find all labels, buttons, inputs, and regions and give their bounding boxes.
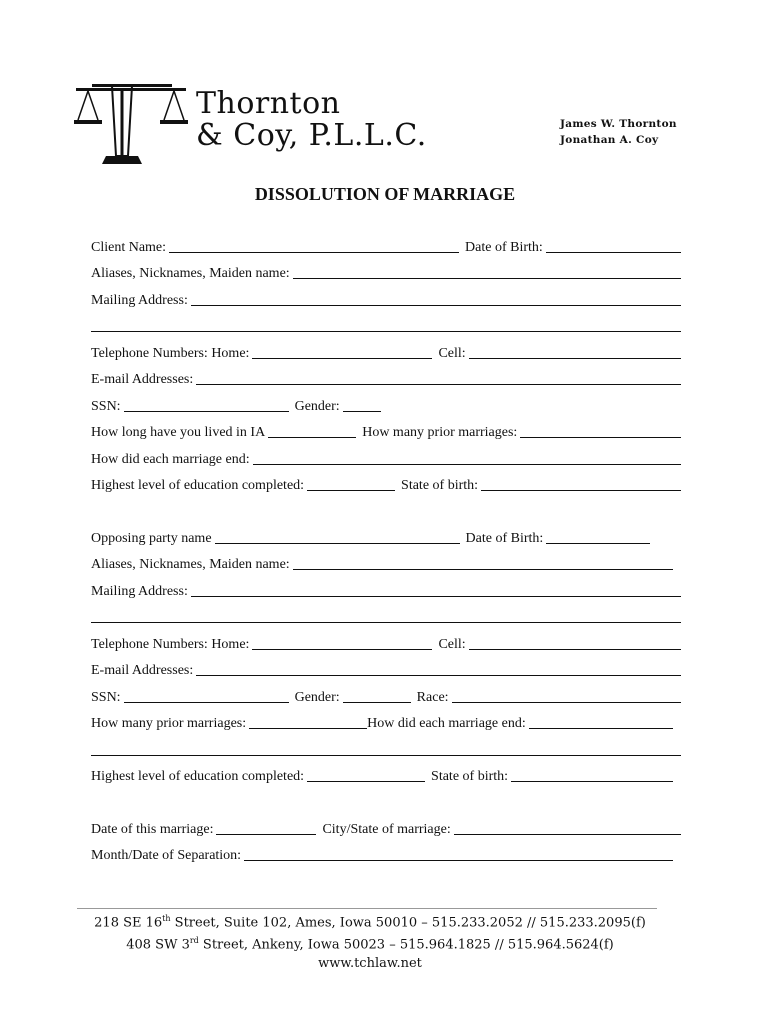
form-row [91, 362, 681, 389]
footer-website[interactable]: www.tchlaw.net [318, 955, 422, 971]
form-row [91, 256, 681, 283]
marriage-city-state-field[interactable] [454, 819, 681, 835]
form-row [91, 811, 681, 838]
client-gender-label: Gender: [294, 398, 340, 414]
opposing-email-field[interactable] [196, 660, 681, 676]
form-row [91, 706, 681, 733]
form-row [91, 229, 681, 256]
opposing-marriage-end-field-line2[interactable] [91, 740, 681, 756]
form-row [91, 441, 681, 468]
client-dob-label: Date of Birth: [465, 239, 543, 255]
marriage-date-field[interactable] [216, 819, 316, 835]
client-marriage-end-label: How did each marriage end: [91, 451, 250, 467]
form-row [91, 309, 681, 336]
footer-ames-office: 218 SE 16th Street, Suite 102, Ames, Iowa 50010 – 515.233.2052 // 515.233.2095(f) [94, 914, 646, 931]
client-gender-field[interactable] [343, 396, 381, 412]
client-phone-cell-label: Cell: [438, 345, 466, 361]
form-row [91, 759, 681, 786]
scales-of-justice-logo-icon [72, 78, 190, 168]
attorney-list [560, 116, 677, 148]
client-mailing-field[interactable] [191, 290, 681, 306]
opposing-prior-marriages-label: How many prior marriages: [91, 716, 247, 731]
client-aliases-label: Aliases, Nicknames, Maiden name: [91, 266, 290, 281]
client-mailing-field-line2[interactable] [91, 316, 681, 332]
client-email-field[interactable] [196, 369, 681, 385]
attorney-2: Jonathan A. Coy [560, 134, 659, 146]
client-name-label: Client Name: [91, 239, 167, 255]
form-row [91, 600, 681, 627]
client-state-birth-field[interactable] [481, 475, 681, 491]
form-row [91, 679, 681, 706]
form-row [91, 547, 681, 574]
form-row [91, 573, 681, 600]
form-row [91, 838, 681, 865]
form-row [91, 415, 681, 442]
form-row [91, 520, 681, 547]
document-title: DISSOLUTION OF MARRIAGE [254, 184, 516, 204]
footer-ankeny-office: 408 SW 3rd Street, Ankeny, Iowa 50023 – 515.964.1825 // 515.964.5624(f) [126, 936, 614, 953]
client-ssn-field[interactable] [124, 396, 289, 412]
opposing-education-label: Highest level of education completed: [91, 769, 305, 784]
opposing-education-field[interactable] [307, 766, 425, 782]
opposing-race-label: Race: [416, 689, 449, 705]
form-row [91, 468, 681, 495]
footer-contact [0, 910, 740, 973]
client-state-birth-label: State of birth: [401, 478, 479, 493]
marriage-date-label: Date of this marriage: [91, 821, 214, 837]
form-row [91, 653, 681, 680]
firm-name-line1: Thornton [196, 86, 341, 121]
opposing-name-label: Opposing party name [91, 530, 212, 546]
form-row [91, 626, 681, 653]
client-marriage-end-field[interactable] [253, 449, 681, 465]
client-phone-home-label: Telephone Numbers: Home: [91, 345, 250, 361]
opposing-marriage-end-field[interactable] [529, 713, 673, 729]
opposing-dob-field[interactable] [546, 528, 650, 544]
opposing-dob-label: Date of Birth: [465, 530, 544, 546]
opposing-ssn-field[interactable] [124, 687, 289, 703]
opposing-mailing-label: Mailing Address: [91, 583, 188, 599]
opposing-gender-field[interactable] [343, 687, 411, 703]
opposing-name-field[interactable] [215, 528, 460, 544]
separation-date-label: Month/Date of Separation: [91, 848, 242, 863]
client-aliases-field[interactable] [293, 263, 681, 279]
firm-name [196, 88, 427, 152]
attorney-1: James W. Thornton [560, 118, 677, 130]
opposing-marriage-end-label: How did each marriage end: [367, 716, 526, 731]
opposing-prior-marriages-field[interactable] [249, 713, 367, 729]
client-prior-marriages-label: How many prior marriages: [362, 425, 518, 440]
opposing-gender-label: Gender: [294, 689, 340, 705]
form-row [91, 388, 681, 415]
opposing-email-label: E-mail Addresses: [91, 663, 194, 678]
opposing-state-birth-label: State of birth: [431, 769, 509, 784]
opposing-mailing-field[interactable] [191, 581, 681, 597]
intake-form [91, 229, 681, 864]
client-ssn-label: SSN: [91, 398, 121, 414]
opposing-phone-home-field[interactable] [252, 634, 432, 650]
client-lived-ia-field[interactable] [268, 422, 356, 438]
client-prior-marriages-field[interactable] [520, 422, 681, 438]
opposing-ssn-label: SSN: [91, 689, 121, 705]
opposing-mailing-field-line2[interactable] [91, 607, 681, 623]
opposing-phone-home-label: Telephone Numbers: Home: [91, 636, 250, 652]
form-row [91, 335, 681, 362]
client-name-field[interactable] [169, 237, 459, 253]
opposing-aliases-field[interactable] [293, 554, 673, 570]
client-phone-home-field[interactable] [252, 343, 432, 359]
opposing-aliases-label: Aliases, Nicknames, Maiden name: [91, 557, 290, 572]
firm-name-line2: & Coy, P.L.L.C. [196, 118, 427, 153]
opposing-race-field[interactable] [452, 687, 681, 703]
client-phone-cell-field[interactable] [469, 343, 681, 359]
separation-date-field[interactable] [244, 845, 673, 861]
opposing-phone-cell-label: Cell: [438, 636, 466, 652]
client-education-field[interactable] [307, 475, 395, 491]
client-education-label: Highest level of education completed: [91, 478, 305, 493]
client-mailing-label: Mailing Address: [91, 292, 188, 308]
form-row [91, 282, 681, 309]
client-lived-ia-label: How long have you lived in IA [91, 425, 266, 440]
marriage-city-state-label: City/State of marriage: [322, 821, 451, 837]
opposing-phone-cell-field[interactable] [469, 634, 681, 650]
client-dob-field[interactable] [546, 237, 681, 253]
footer-divider [77, 908, 657, 909]
opposing-state-birth-field[interactable] [511, 766, 673, 782]
client-email-label: E-mail Addresses: [91, 372, 194, 387]
form-row [91, 732, 681, 759]
